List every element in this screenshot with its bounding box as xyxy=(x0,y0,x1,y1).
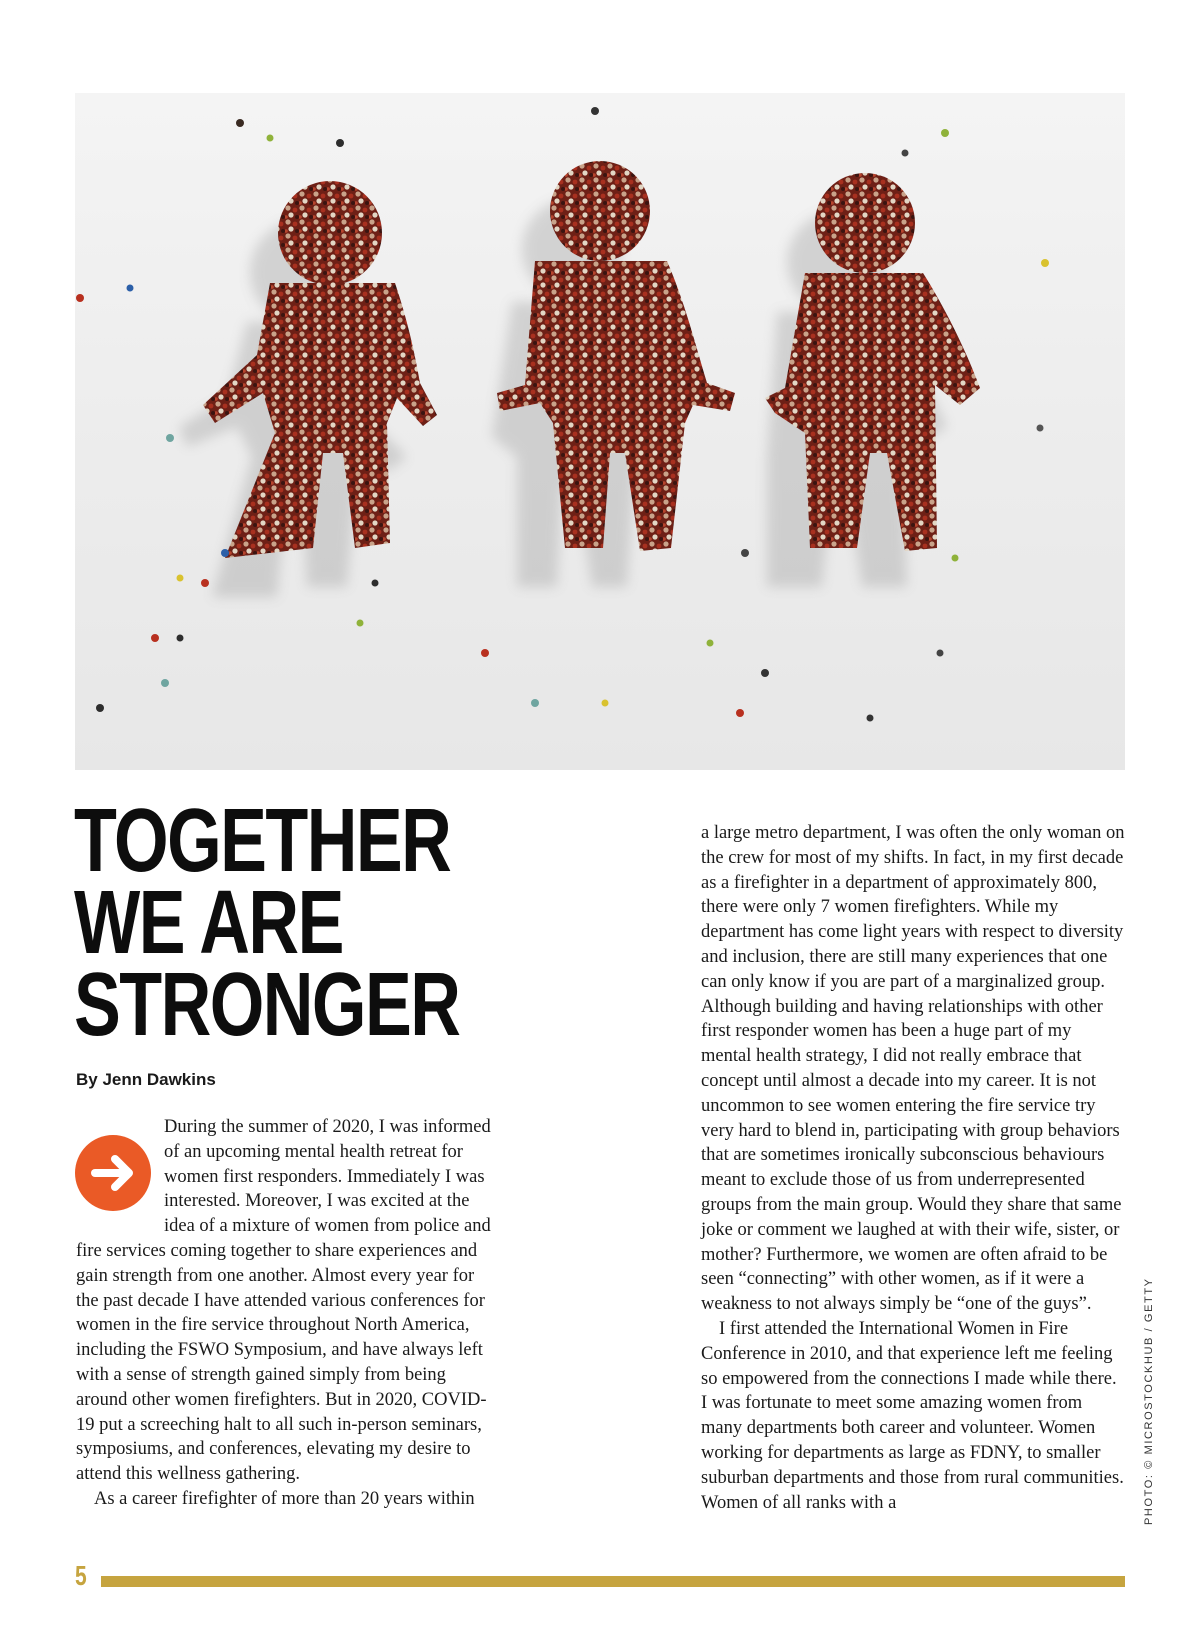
paragraph: During the summer of 2020, I was informed of an upcoming mental health retreat for women first responders. Immediately I was interested. Moreover, I was excited at the idea of a mixture of women from police and fire services coming together to share experiences and gain strength from one another. Almost every year for the past decade I have attended various conferences for women in the fire service throughout North America, including the FSWO Symposium, and have always left with a sense of strength gained simply from being around other women firefighters. But in 2020, COVID-19 put a screeching halt to all such in-person seminars, symposiums, and conferences, elevating my desire to attend this wellness gathering. xyxy=(76,1117,491,1485)
photo-credit: PHOTO: © MICROSTOCKHUB / GETTY xyxy=(1143,1277,1155,1525)
article-headline xyxy=(74,791,460,1055)
hero-photo xyxy=(75,93,1125,770)
paragraph: a large metro department, I was often the only woman on the crew for most of my shifts. In fact, in my first decade as a firefighter in a department of approximately 800, there were only 7 women firefighters. While my department has come light years with respect to diversity and inclusion, there are still many experiences that one can only know if you are part of a marginalized group. Although building and having relationships with other first responder women has been a huge part of my mental health strategy, I did not really embrace that concept until almost a decade into my career. It is not uncommon to see women entering the fire service try very hard to blend in, participating with group behaviors that are sometimes ironically subconscious behaviours meant to exclude those of us from underrepresented groups from the main group. Would they share that same joke or comment we laughed at with their wife, sister, or mother? Furthermore, we women are often afraid to be seen “connecting” with other women, as if it were a weakness to not always simply be “one of the guys”. xyxy=(701,823,1125,1315)
page-number: 5 xyxy=(75,1560,87,1591)
headline-line: TOGETHER xyxy=(74,791,451,891)
crowd-figures-illustration xyxy=(75,93,1125,770)
icon-wrap-spacer xyxy=(76,1115,164,1215)
article-column-right xyxy=(701,821,1125,1515)
headline-line: WE ARE xyxy=(74,873,343,973)
paragraph: As a career firefighter of more than 20 years within xyxy=(94,1488,475,1509)
headline-line: STRONGER xyxy=(74,955,460,1055)
byline: By Jenn Dawkins xyxy=(76,1070,216,1089)
footer-rule xyxy=(101,1576,1125,1587)
article-column-left xyxy=(76,1115,496,1512)
paragraph: I first attended the International Women in Fire Conference in 2010, and that experience left me feeling so empowered from the connections I made while there. I was fortunate to meet some amazing women from many departments both career and volunteer. Women working for departments as large as FDNY, to smaller suburban departments and those from rural communities. Women of all ranks with a xyxy=(701,1318,1124,1513)
